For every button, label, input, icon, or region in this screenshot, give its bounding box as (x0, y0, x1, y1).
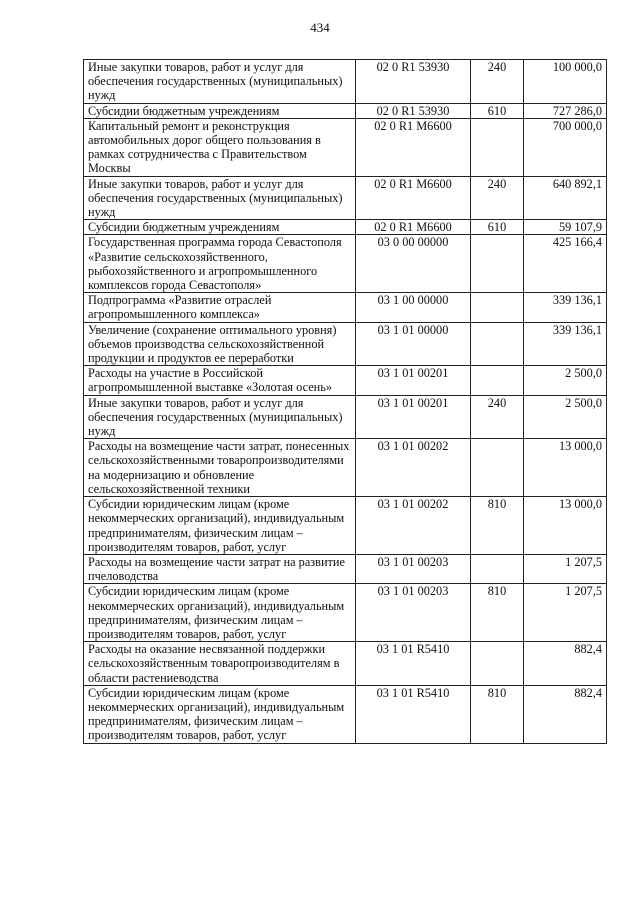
row-name-cell: Иные закупки товаров, работ и услуг для обеспечения государственных (муниципальных) нужд (84, 60, 356, 104)
row-expense-type-cell (471, 322, 524, 366)
row-expense-type-cell: 240 (471, 395, 524, 439)
row-code-cell: 03 0 00 00000 (356, 235, 471, 293)
row-code-cell: 03 1 01 00201 (356, 395, 471, 439)
row-name-cell: Субсидии юридическим лицам (кроме некоммерческих организаций), индивидуальным предпринимателям, физическим лицам – производителям товаров, работ, услуг (84, 584, 356, 642)
row-expense-type-cell: 240 (471, 176, 524, 220)
row-code-cell: 03 1 00 00000 (356, 293, 471, 322)
row-name-cell: Иные закупки товаров, работ и услуг для обеспечения государственных (муниципальных) нужд (84, 395, 356, 439)
row-name-cell: Расходы на возмещение части затрат на развитие пчеловодства (84, 554, 356, 583)
row-amount-cell: 2 500,0 (524, 366, 607, 395)
row-amount-cell: 13 000,0 (524, 497, 607, 555)
row-amount-cell: 1 207,5 (524, 584, 607, 642)
row-name-cell: Субсидии бюджетным учреждениям (84, 103, 356, 118)
table-row (84, 395, 607, 439)
row-name-cell: Иные закупки товаров, работ и услуг для обеспечения государственных (муниципальных) нужд (84, 176, 356, 220)
table-row (84, 220, 607, 235)
row-expense-type-cell: 810 (471, 497, 524, 555)
row-name-cell: Расходы на возмещение части затрат, понесенных сельскохозяйственными товаропроизводителями на модернизацию и обновление сельскохозяйственной техники (84, 439, 356, 497)
row-expense-type-cell (471, 554, 524, 583)
row-code-cell: 03 1 01 00203 (356, 584, 471, 642)
table-row (84, 584, 607, 642)
table-row (84, 554, 607, 583)
row-amount-cell: 727 286,0 (524, 103, 607, 118)
page-number: 434 (310, 20, 330, 35)
row-name-cell: Субсидии юридическим лицам (кроме некоммерческих организаций), индивидуальным предпринимателям, физическим лицам – производителям товаров, работ, услуг (84, 497, 356, 555)
row-expense-type-cell (471, 439, 524, 497)
row-amount-cell: 700 000,0 (524, 118, 607, 176)
row-amount-cell: 2 500,0 (524, 395, 607, 439)
row-code-cell: 03 1 01 00201 (356, 366, 471, 395)
row-amount-cell: 100 000,0 (524, 60, 607, 104)
table-row (84, 642, 607, 686)
row-name-cell: Увеличение (сохранение оптимального уровня) объемов производства сельскохозяйственной продукции и продуктов ее переработки (84, 322, 356, 366)
row-code-cell: 03 1 01 00000 (356, 322, 471, 366)
row-expense-type-cell (471, 366, 524, 395)
budget-table (83, 59, 607, 744)
row-code-cell: 02 0 R1 53930 (356, 60, 471, 104)
row-expense-type-cell (471, 293, 524, 322)
table-row (84, 439, 607, 497)
row-expense-type-cell: 810 (471, 584, 524, 642)
table-row (84, 293, 607, 322)
row-code-cell: 02 0 R1 M6600 (356, 118, 471, 176)
row-amount-cell: 640 892,1 (524, 176, 607, 220)
row-amount-cell: 59 107,9 (524, 220, 607, 235)
row-name-cell: Расходы на оказание несвязанной поддержки сельскохозяйственным товаропроизводителям в области растениеводства (84, 642, 356, 686)
row-name-cell: Государственная программа города Севастополя «Развитие сельскохозяйственного, рыбохозяйственного и агропромышленного комплексов города Севастополя» (84, 235, 356, 293)
table-row (84, 176, 607, 220)
row-expense-type-cell (471, 118, 524, 176)
row-name-cell: Расходы на участие в Российской агропромышленной выставке «Золотая осень» (84, 366, 356, 395)
row-expense-type-cell: 610 (471, 220, 524, 235)
row-code-cell: 02 0 R1 M6600 (356, 220, 471, 235)
row-expense-type-cell (471, 642, 524, 686)
row-expense-type-cell (471, 235, 524, 293)
row-amount-cell: 339 136,1 (524, 322, 607, 366)
row-code-cell: 03 1 01 R5410 (356, 685, 471, 743)
row-expense-type-cell: 810 (471, 685, 524, 743)
row-name-cell: Субсидии бюджетным учреждениям (84, 220, 356, 235)
row-code-cell: 03 1 01 R5410 (356, 642, 471, 686)
row-amount-cell: 882,4 (524, 685, 607, 743)
row-amount-cell: 1 207,5 (524, 554, 607, 583)
table-row (84, 60, 607, 104)
table-row (84, 497, 607, 555)
table-row (84, 366, 607, 395)
table-row (84, 685, 607, 743)
table-row (84, 235, 607, 293)
table-row (84, 103, 607, 118)
row-name-cell: Субсидии юридическим лицам (кроме некоммерческих организаций), индивидуальным предпринимателям, физическим лицам – производителям товаров, работ, услуг (84, 685, 356, 743)
row-amount-cell: 339 136,1 (524, 293, 607, 322)
row-code-cell: 03 1 01 00203 (356, 554, 471, 583)
row-code-cell: 02 0 R1 53930 (356, 103, 471, 118)
row-name-cell: Капитальный ремонт и реконструкция автомобильных дорог общего пользования в рамках сотрудничества с Правительством Москвы (84, 118, 356, 176)
table-row (84, 118, 607, 176)
row-amount-cell: 13 000,0 (524, 439, 607, 497)
row-amount-cell: 882,4 (524, 642, 607, 686)
row-code-cell: 03 1 01 00202 (356, 439, 471, 497)
row-code-cell: 02 0 R1 M6600 (356, 176, 471, 220)
row-amount-cell: 425 166,4 (524, 235, 607, 293)
row-expense-type-cell: 610 (471, 103, 524, 118)
table-row (84, 322, 607, 366)
budget-table-body (84, 60, 607, 744)
row-name-cell: Подпрограмма «Развитие отраслей агропромышленного комплекса» (84, 293, 356, 322)
row-code-cell: 03 1 01 00202 (356, 497, 471, 555)
row-expense-type-cell: 240 (471, 60, 524, 104)
